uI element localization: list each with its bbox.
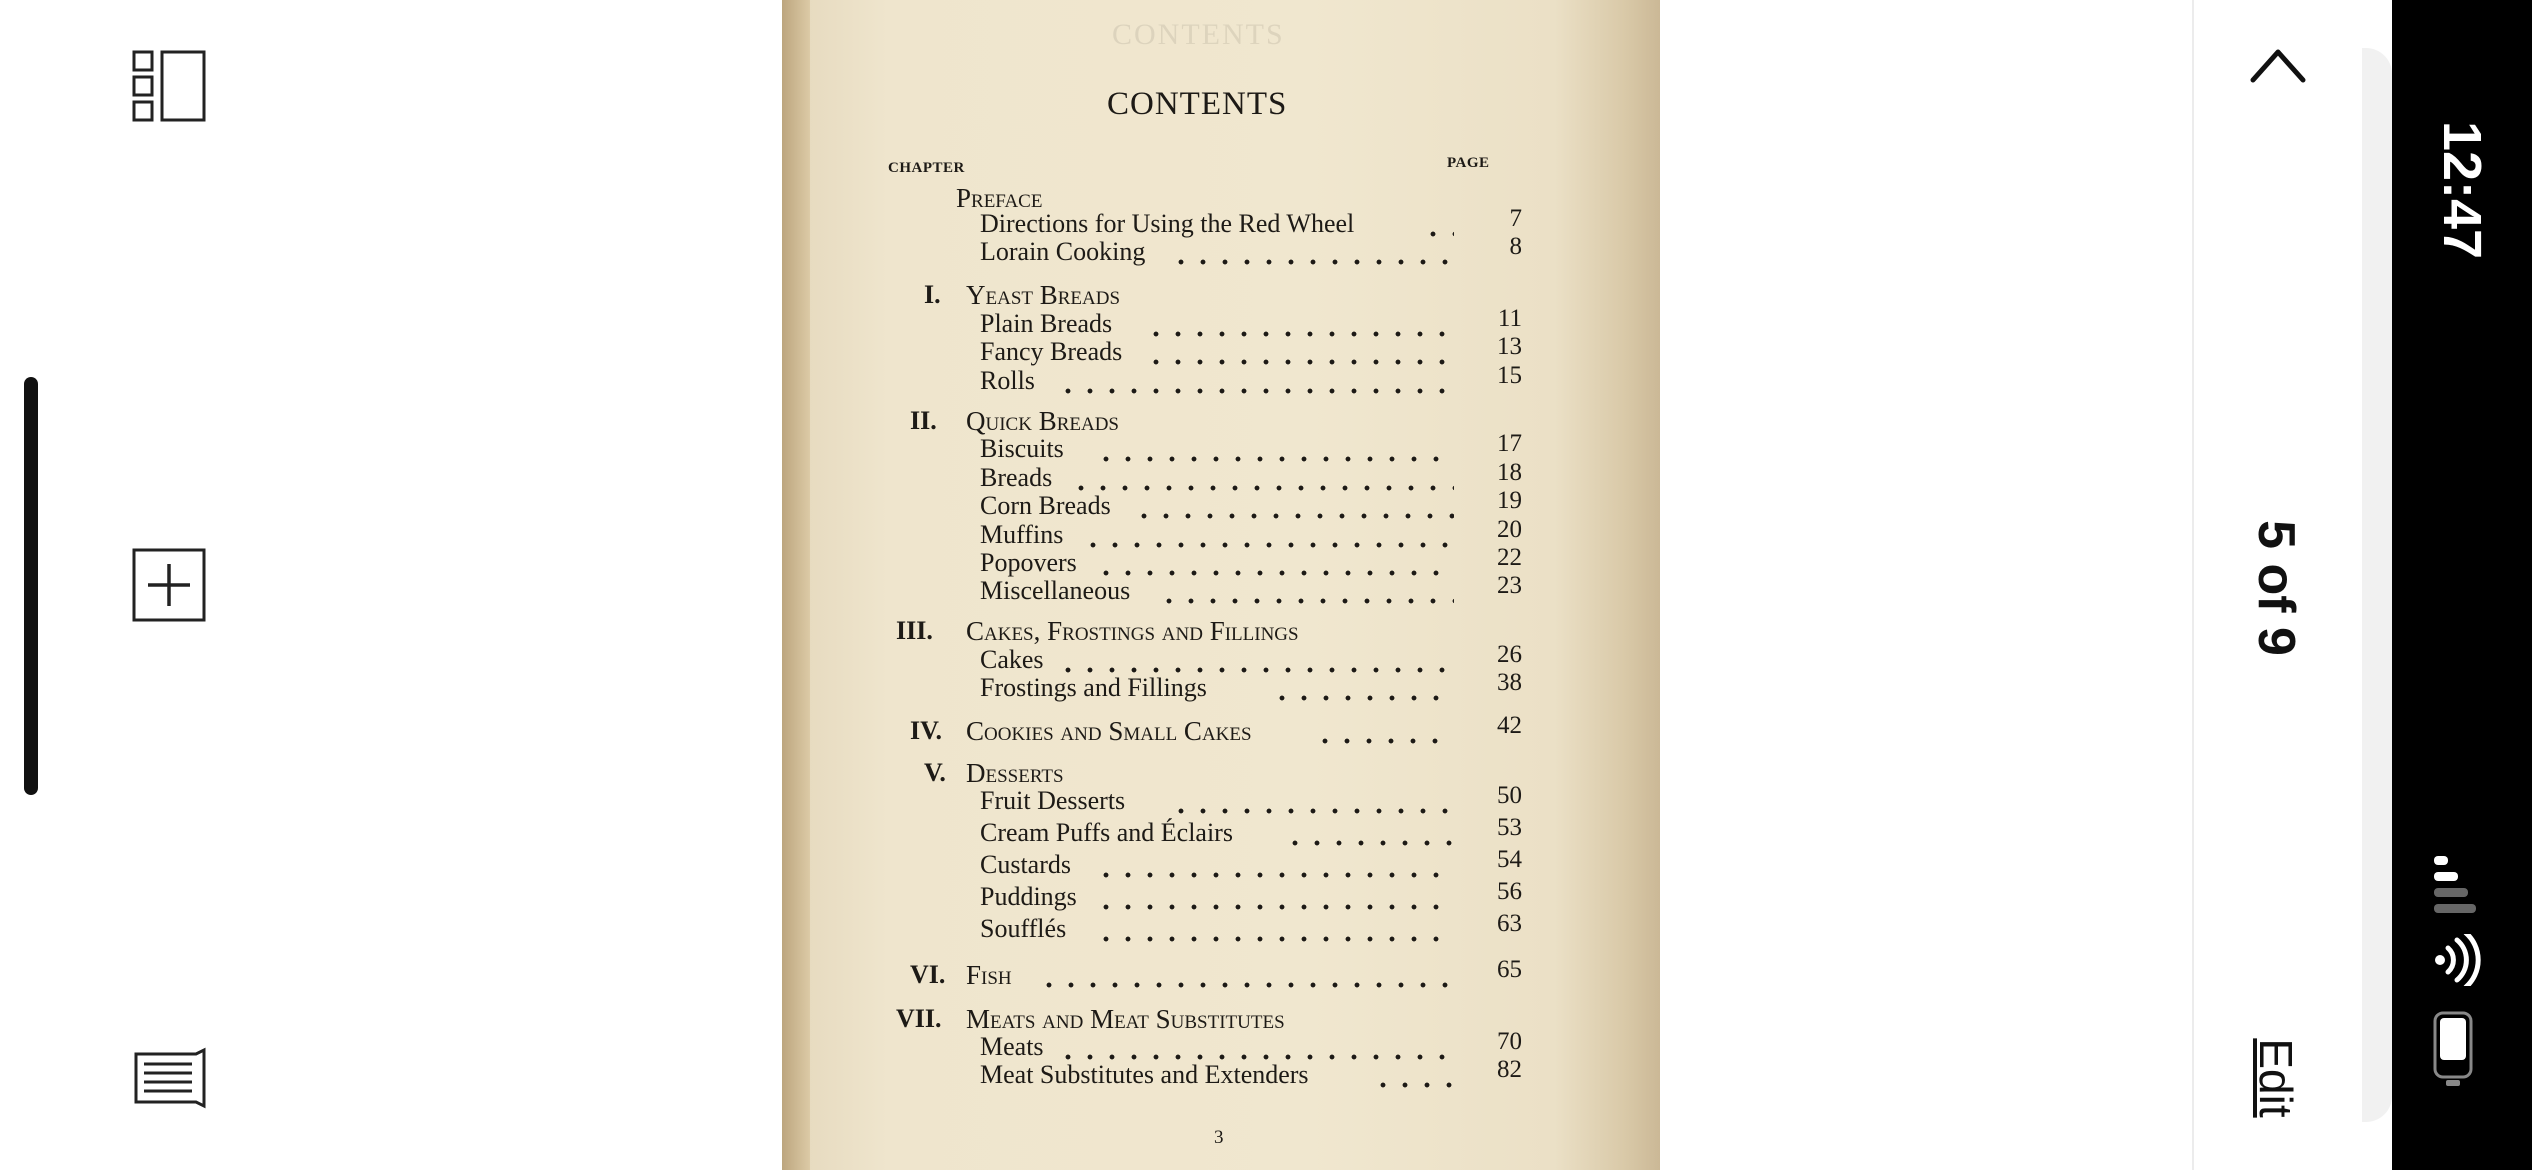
entry-title: Meat Substitutes and Extenders (980, 1060, 1309, 1089)
contents-page (782, 0, 1660, 1170)
toc-entry-row (782, 669, 1660, 707)
entry-page-number: 54 (1497, 846, 1522, 873)
toc-entry-row (782, 878, 1660, 916)
entry-page-number: 19 (1497, 487, 1522, 514)
entry-title: Miscellaneous (980, 576, 1131, 605)
footer-page-number: 3 (1214, 1127, 1224, 1148)
page-title: CONTENTS (1107, 86, 1288, 122)
scan-text-icon[interactable] (130, 1046, 210, 1117)
dot-leader (1095, 456, 1454, 462)
entry-page-number: 38 (1497, 669, 1522, 696)
page-column-header: PAGE (1447, 155, 1490, 171)
chapter-title: Desserts (966, 758, 1064, 788)
entry-title: Fruit Desserts (980, 786, 1126, 815)
toc-entry-row (782, 814, 1660, 852)
entry-page-number: 26 (1497, 641, 1522, 668)
clock: 12:47 (2432, 120, 2492, 260)
entry-title: Lorain Cooking (980, 237, 1146, 266)
dot-leader (1284, 840, 1454, 846)
toc-entry-row (782, 910, 1660, 948)
entry-title: Fancy Breads (980, 337, 1123, 366)
entry-title: Frostings and Fillings (980, 673, 1207, 702)
wifi-icon (2430, 934, 2482, 991)
chevron-up-icon[interactable] (2248, 40, 2308, 95)
entry-page-number: 20 (1497, 516, 1522, 543)
dot-leader (1057, 388, 1454, 394)
toc-entry-row (782, 572, 1660, 610)
toc-entry-row (782, 1056, 1660, 1094)
entry-page-number: 23 (1497, 572, 1522, 599)
dot-leader (1145, 359, 1454, 365)
entry-title: Meats (980, 1032, 1044, 1061)
chapter-title: Preface (956, 183, 1043, 213)
add-page-icon[interactable] (130, 546, 210, 631)
toc-entry-row (782, 362, 1660, 400)
entry-title: Soufflés (980, 914, 1067, 943)
dot-leader (1271, 695, 1454, 701)
dot-leader (1095, 904, 1454, 910)
dot-leader (1372, 1082, 1454, 1088)
battery-icon (2432, 1010, 2476, 1095)
entry-title: Custards (980, 850, 1071, 879)
entry-page-number: 42 (1497, 712, 1522, 739)
entry-page-number: 82 (1497, 1056, 1522, 1083)
entry-page-number: 56 (1497, 878, 1522, 905)
entry-title: Cakes (980, 645, 1044, 674)
bleed-through-heading: CONTENTS (1112, 18, 1285, 51)
entry-title: Directions for Using the Red Wheel (980, 209, 1355, 238)
entry-page-number: 53 (1497, 814, 1522, 841)
entry-page-number: 8 (1509, 233, 1522, 260)
dot-leader (1170, 808, 1454, 814)
entry-page-number: 11 (1497, 305, 1522, 332)
entry-page-number: 50 (1497, 782, 1522, 809)
chapter-number: V. (924, 758, 946, 787)
entry-title: Biscuits (980, 434, 1064, 463)
dot-leader (1170, 259, 1454, 265)
entry-page-number: 22 (1497, 544, 1522, 571)
chapter-number: II. (910, 406, 937, 435)
entry-page-number: 18 (1497, 459, 1522, 486)
entry-page-number: 7 (1509, 205, 1522, 232)
entry-page-number: 70 (1497, 1028, 1522, 1055)
entry-title: Corn Breads (980, 491, 1111, 520)
thumbnails-icon[interactable] (130, 46, 210, 131)
entry-title: Cream Puffs and Éclairs (980, 818, 1233, 847)
chapter-title: Yeast Breads (966, 280, 1121, 310)
chapter-number: VI. (910, 960, 946, 989)
chapter-title: Cakes, Frostings and Fillings (966, 616, 1299, 646)
dot-leader (1158, 598, 1454, 604)
entry-title: Breads (980, 463, 1053, 492)
toc-entry-row (782, 233, 1660, 271)
page-counter: 5 of 9 (2247, 520, 2305, 656)
entry-page-number: 17 (1497, 430, 1522, 457)
toc-entry-row (782, 846, 1660, 884)
entry-page-number: 13 (1497, 333, 1522, 360)
chapter-title: Fish (966, 960, 1012, 990)
chapter-number: III. (896, 616, 933, 645)
toc-entry-row (782, 782, 1660, 820)
entry-title: Muffins (980, 520, 1064, 549)
chapter-title: Quick Breads (966, 406, 1119, 436)
dot-leader (1095, 936, 1454, 942)
signal-icon (2430, 852, 2478, 921)
entry-title: Plain Breads (980, 309, 1113, 338)
toc-chapter-row (782, 956, 1660, 994)
toc-chapter-row (782, 712, 1660, 750)
chapter-number: VII. (896, 1004, 942, 1033)
chapter-title: Cookies and Small Cakes (966, 716, 1252, 746)
entry-page-number: 63 (1497, 910, 1522, 937)
entry-page-number: 65 (1497, 956, 1522, 983)
chapter-column-header: CHAPTER (888, 160, 965, 176)
dot-leader (1133, 513, 1454, 519)
dot-leader (1095, 872, 1454, 878)
dot-leader (1038, 982, 1454, 988)
chapter-number: I. (924, 280, 941, 309)
edit-button[interactable]: Edit (2250, 1038, 2302, 1118)
document-photo (782, 0, 1660, 1170)
entry-page-number: 15 (1497, 362, 1522, 389)
chapter-title: Meats and Meat Substitutes (966, 1004, 1285, 1034)
entry-title: Puddings (980, 882, 1077, 911)
entry-title: Popovers (980, 548, 1077, 577)
chapter-number: IV. (910, 716, 943, 745)
entry-title: Rolls (980, 366, 1035, 395)
dot-leader (1314, 738, 1455, 744)
panel-resize-handle[interactable] (24, 377, 38, 795)
